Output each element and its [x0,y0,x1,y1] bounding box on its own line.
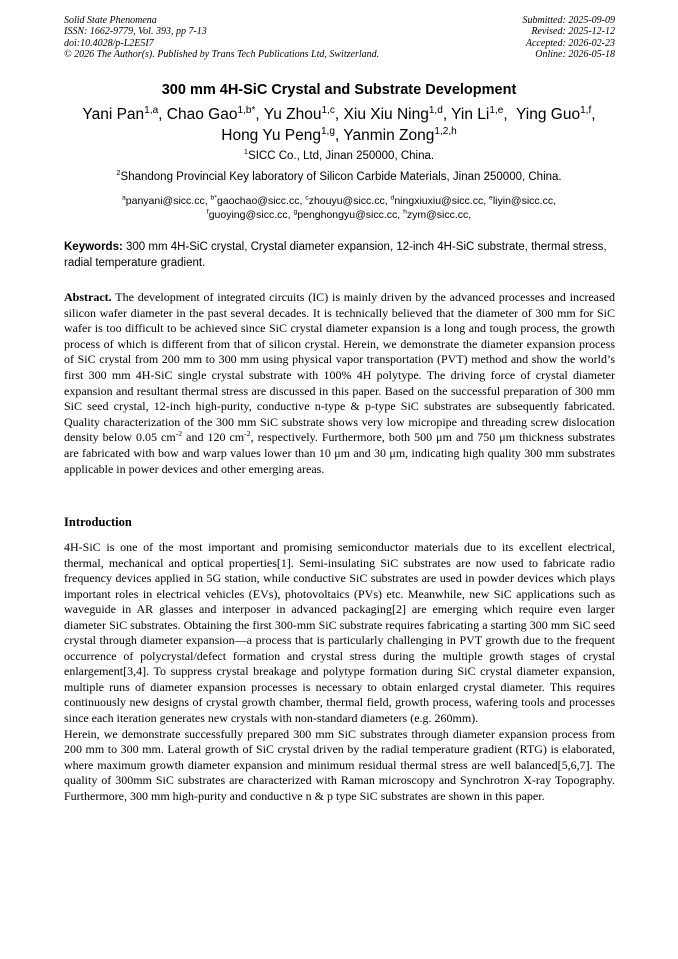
email-link[interactable]: guoying@sicc.cc, [208,209,294,221]
abstract: Abstract. The development of integrated circuits (IC) is mainly driven by the advanced processes and increased silicon wafer diameter in the past several decades. It is technically believed that the diameter of 300 mm for SiC wafer is too difficult to be achieved since SiC crystal diameter expansion is a long and tough process, the growth process of which is different from that of silicon crystal. Herein, we demonstrate the diameter expansion process of SiC crystal from 200 mm to 300 mm using physical vapor transportation (PVT) method and show the world’s first 300 mm 4H-SiC single crystal substrate with 100% 4H polytype. The driving force of crystal diameter expansion and resultant thermal stress are discussed in this paper. Based on the successful preparation of 300 mm SiC seed crystal, 12-inch high-purity, conductive n-type & p-type SiC substrates are subsequently fabricated. Quality characterization of the 300 mm SiC substrate shows very low micropipe and threading screw dislocation density below 0.05 $cm^{-2}$ and 120 $cm^{-2}$, respectively. Furthermore, both 500 μm and 750 μm thickness substrates are fabricated with bow and warp values lower than 10 μm and 30 μm, indicating high quality 300 mm substrates applicable in power devices and other emerging areas. [64,290,615,476]
keywords-text: 300 mm 4H-SiC crystal, Crystal diameter expansion, 12-inch 4H-SiC substrate, thermal stress, radial temperature gradient. [64,241,607,269]
journal-name: Solid State Phenomena [64,15,157,26]
doi: doi:10.4028/p-L2E5I7 [64,37,154,49]
online-date: Online: 2026-05-18 [535,48,615,60]
section-heading-introduction: Introduction [64,515,132,529]
keywords [64,240,615,271]
accepted-date: Accepted: 2026-02-23 [525,37,615,49]
author: Yani Pan$^{1,a}$, [82,104,167,123]
issn: ISSN: 1662-9779, Vol. 393, pp 7-13 [64,26,207,38]
author: Yin Li$^{1,e}$, [451,104,517,123]
author: Yanmin Zong$^{1,2,h}$ [343,125,457,144]
abstract-label: Abstract. [64,290,112,304]
paper-title: 300 mm 4H-SiC Crystal and Substrate Development [161,82,517,98]
journal-info [64,15,379,60]
affiliation-2: $^2$Shandong Provincial Key laboratory of Silicon Carbide Materials, Jinan 250000, China. [116,168,562,183]
author: Chao Gao$^{1,b*}$, [166,104,264,123]
paragraph: Herein, we demonstrate successfully prepared 300 mm SiC substrates through diameter expansion process from 200 mm to 300 mm. Lateral growth of SiC crystal driven by the radial temperature gradient (RTG) is elaborated, where maximum growth diameter expansion and minimum residual thermal stress are well balanced[5,6,7]. The quality of 300mm SiC substrates are characterized with Raman microscopy and Synchrotron X-ray Topography. Furthermore, 300 mm high-purity and conductive n & p type SiC substrates are shown in this paper. [64,726,615,803]
keywords-label: Keywords: [64,241,123,253]
submitted-date: Submitted: 2025-09-09 [522,15,615,26]
author-list [40,104,638,146]
email-link[interactable]: panyani@sicc.cc, [125,195,211,207]
publication-dates [523,15,616,60]
author: Ying Guo$^{1,f}$, [516,104,596,123]
copyright: © 2026 The Author(s). Published by Trans Tech Publications Ltd, Switzerland. [64,48,380,60]
author: Xiu Xiu Ning$^{1,d}$, [343,104,452,123]
email-link[interactable]: gaochao@sicc.cc, [217,195,306,207]
email-link[interactable]: zym@sicc.cc, [406,209,472,221]
email-link[interactable]: zhouyu@sicc.cc, [308,195,391,207]
author: Yu Zhou$^{1,c}$, [263,104,344,123]
email-link[interactable]: ningxiuxiu@sicc.cc, [394,195,490,207]
revised-date: Revised: 2025-12-12 [531,26,615,38]
author-emails: $^a$panyani@sicc.cc, $^{b*}$gaochao@sicc.cc, $^c$zhouyu@sicc.cc, $^d$ningxiuxiu@sicc.cc, $^e$liyin@sicc.cc, $^f$guoying@sicc.cc, $^g$penghongyu@sicc.cc, $^h$zym@sicc.cc, [121,194,557,221]
paragraph: 4H-SiC is one of the most important and promising semiconductor materials due to its excellent electrical, thermal, mechanical and optical properties[1]. Semi-insulating SiC substrates are now used to fabricate radio frequency devices applied in 5G station, while conductive SiC substrates are used in powder devices which plays important roles in electrical vehicles (EVs), photovoltaics (PVs) etc. Meanwhile, new SiC applications such as waveguide in AR glasses and interposer in advanced packaging[2] are emerging which require even larger diameter SiC substrates. Obtaining the first 300-mm SiC substrate requires fabricating a starting 300 mm SiC seed crystal through diameter expansion—a process that is particularly challenging in PVT growth due to the frequent occurrence of polycrystal/defect formation and crystal stress during the multiple growth stages of crystal enlargement[3,4]. To suppress crystal breakage and polytype formation during SiC crystal diameter expansion, multiple runs of diameter expansion processes is necessary to obtain enlarged crystal diameter. This requires continuously new designs of crystal growth chamber, thermal field, growth process, wafering tools and processes since each iteration generates new crystals with non-standard diameters (e.g. 260mm). [64,540,615,726]
email-link[interactable]: penghongyu@sicc.cc, [297,209,404,221]
email-link[interactable]: liyin@sicc.cc, [492,195,557,207]
affiliation-1: $^1$SICC Co., Ltd, Jinan 250000, China. [243,147,435,162]
author: Hong Yu Peng$^{1,g}$, [221,125,344,144]
introduction-body [64,540,615,804]
